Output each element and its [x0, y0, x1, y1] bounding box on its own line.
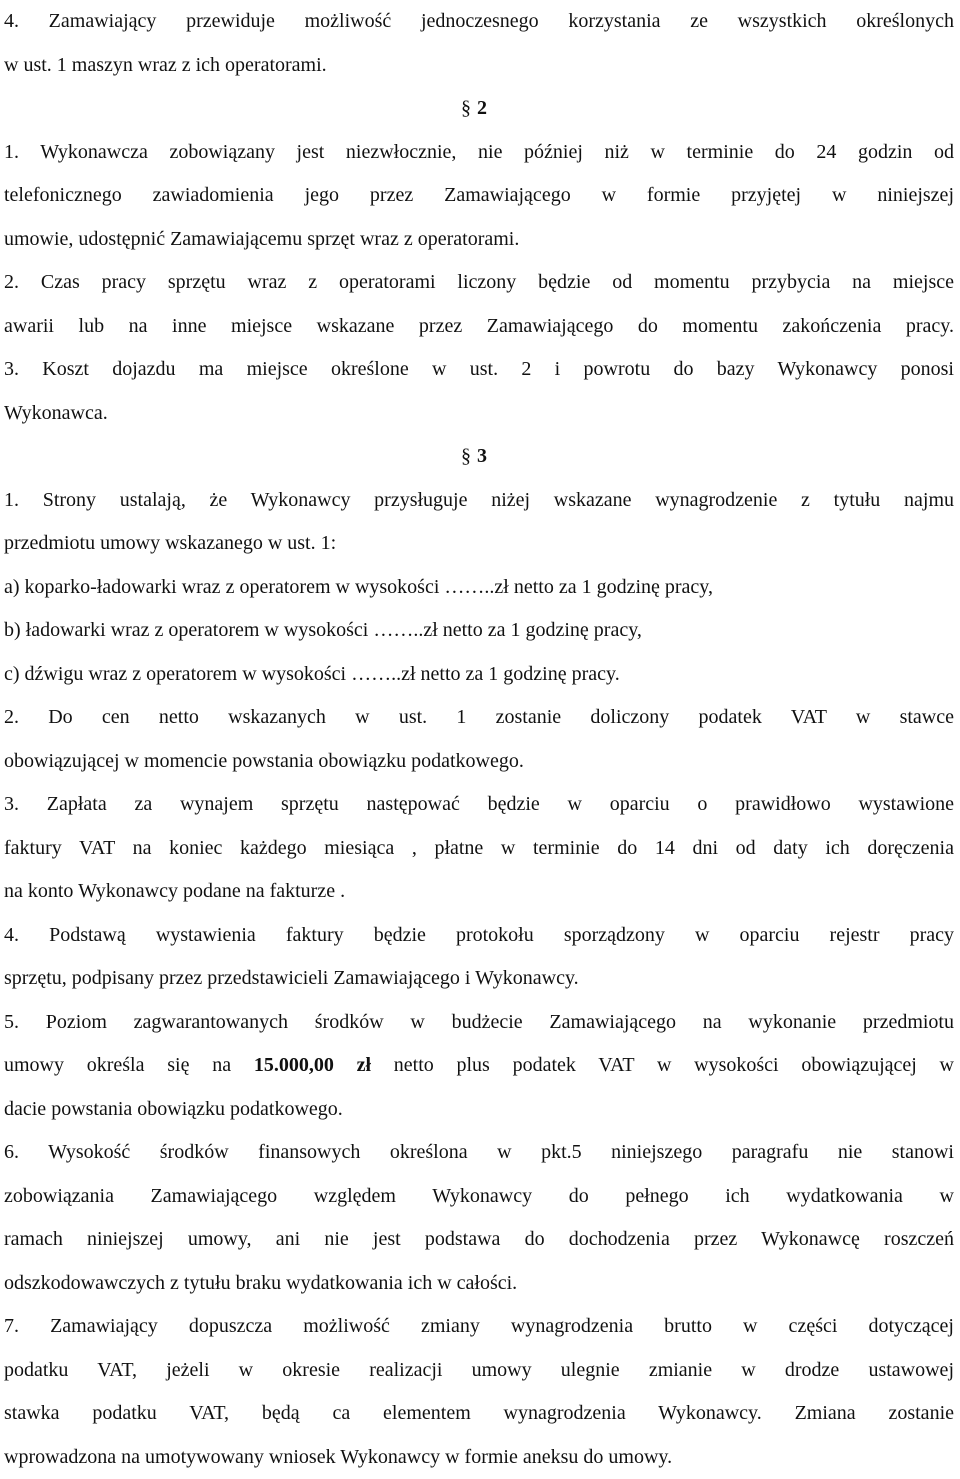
text-line: faktury VAT na koniec każdego miesiąca , płatne w terminie do 14 dni od daty ich doręczenia: [4, 827, 954, 871]
document-page: [4, 0, 954, 1479]
text-line: 5. Poziom zagwarantowanych środków w budżecie Zamawiającego na wykonanie przedmiotu: [4, 1001, 954, 1045]
text-line: sprzętu, podpisany przez przedstawicieli Zamawiającego i Wykonawcy.: [4, 957, 954, 1001]
text-line: ramach niniejszej umowy, ani nie jest podstawa do dochodzenia przez Wykonawcę roszczeń: [4, 1218, 954, 1262]
list-item-a: a) koparko-ładowarki wraz z operatorem w wysokości ……..zł netto za 1 godzinę pracy,: [4, 566, 954, 610]
paragraph-2-1: [4, 131, 954, 262]
text-line: 4. Podstawą wystawienia faktury będzie protokołu sporządzony w oparciu rejestr pracy: [4, 914, 954, 958]
text-fragment: netto plus podatek VAT w wysokości obowiązującej w: [371, 1054, 954, 1076]
section-heading-2: [4, 87, 954, 131]
text-line: stawka podatku VAT, będą ca elementem wynagrodzenia Wykonawcy. Zmiana zostanie: [4, 1392, 954, 1436]
section-symbol: §: [461, 97, 471, 119]
section-heading-3: [4, 435, 954, 479]
paragraph-3-7: [4, 1305, 954, 1479]
text-line: awarii lub na inne miejsce wskazane przez Zamawiającego do momentu zakończenia pracy.: [4, 305, 954, 349]
text-line: 1. Strony ustalają, że Wykonawcy przysługuje niżej wskazane wynagrodzenie z tytułu najmu: [4, 479, 954, 523]
text-line: 3. Zapłata za wynajem sprzętu następować będzie w oparciu o prawidłowo wystawione: [4, 783, 954, 827]
paragraph-3-2: [4, 696, 954, 783]
section-symbol: §: [461, 445, 471, 467]
list-item-c: c) dźwigu wraz z operatorem w wysokości ……..zł netto za 1 godzinę pracy.: [4, 653, 954, 697]
paragraph-1-4: [4, 0, 954, 87]
text-line: 2. Do cen netto wskazanych w ust. 1 zostanie doliczony podatek VAT w stawce: [4, 696, 954, 740]
paragraph-3-5: [4, 1001, 954, 1132]
text-line: podatku VAT, jeżeli w okresie realizacji umowy ulegnie zmianie w drodze ustawowej: [4, 1349, 954, 1393]
paragraph-3-3: [4, 783, 954, 914]
paragraph-3-4: [4, 914, 954, 1001]
text-line: w ust. 1 maszyn wraz z ich operatorami.: [4, 44, 954, 88]
paragraph-3-6: [4, 1131, 954, 1305]
paragraph-3-1: [4, 479, 954, 697]
text-line: przedmiotu umowy wskazanego w ust. 1:: [4, 522, 954, 566]
section-number: 3: [477, 445, 487, 467]
section-number: 2: [477, 97, 487, 119]
text-line: 4. Zamawiający przewiduje możliwość jednoczesnego korzystania ze wszystkich określonych: [4, 0, 954, 44]
list-item-b: b) ładowarki wraz z operatorem w wysokości ……..zł netto za 1 godzinę pracy,: [4, 609, 954, 653]
text-line: dacie powstania obowiązku podatkowego.: [4, 1088, 954, 1132]
text-line: 3. Koszt dojazdu ma miejsce określone w ust. 2 i powrotu do bazy Wykonawcy ponosi: [4, 348, 954, 392]
text-line: 1. Wykonawcza zobowiązany jest niezwłocznie, nie później niż w terminie do 24 godzin od: [4, 131, 954, 175]
paragraph-2-3: [4, 348, 954, 435]
paragraph-2-2: [4, 261, 954, 348]
budget-amount: 15.000,00 zł: [254, 1054, 371, 1076]
text-line: [4, 1044, 954, 1088]
text-line: Wykonawca.: [4, 392, 954, 436]
text-fragment: umowy określa się na: [4, 1054, 254, 1076]
text-line: 7. Zamawiający dopuszcza możliwość zmiany wynagrodzenia brutto w części dotyczącej: [4, 1305, 954, 1349]
text-line: umowie, udostępnić Zamawiającemu sprzęt wraz z operatorami.: [4, 218, 954, 262]
text-line: wprowadzona na umotywowany wniosek Wykonawcy w formie aneksu do umowy.: [4, 1436, 954, 1479]
text-line: telefonicznego zawiadomienia jego przez Zamawiającego w formie przyjętej w niniejszej: [4, 174, 954, 218]
text-line: zobowiązania Zamawiającego względem Wykonawcy do pełnego ich wydatkowania w: [4, 1175, 954, 1219]
text-line: 2. Czas pracy sprzętu wraz z operatorami liczony będzie od momentu przybycia na miejsce: [4, 261, 954, 305]
text-line: 6. Wysokość środków finansowych określona w pkt.5 niniejszego paragrafu nie stanowi: [4, 1131, 954, 1175]
text-line: odszkodowawczych z tytułu braku wydatkowania ich w całości.: [4, 1262, 954, 1306]
text-line: obowiązującej w momencie powstania obowiązku podatkowego.: [4, 740, 954, 784]
text-line: na konto Wykonawcy podane na fakturze .: [4, 870, 954, 914]
